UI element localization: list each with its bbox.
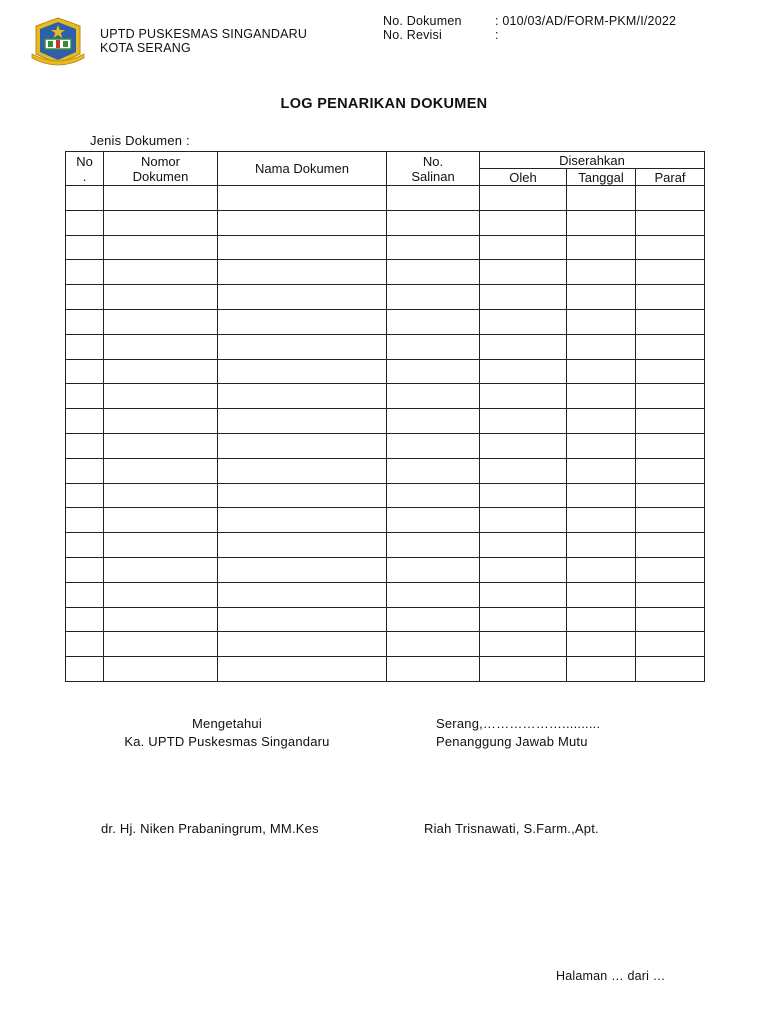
org-line-1: UPTD PUSKESMAS SINGANDARU [100,27,308,41]
revision-value: : [495,28,499,42]
table-row [66,384,705,409]
org-line-2: KOTA SERANG [100,41,191,55]
cell-nomor-dokumen[interactable] [104,334,218,359]
cell-nama-dokumen[interactable] [218,409,387,434]
cell-oleh[interactable] [480,359,567,384]
cell-no[interactable] [66,334,104,359]
document-log-table [65,151,705,682]
cell-paraf[interactable] [636,384,705,409]
cell-oleh[interactable] [480,607,567,632]
cell-no-salinan[interactable] [387,582,480,607]
cell-paraf[interactable] [636,557,705,582]
table-row [66,533,705,558]
cell-no-salinan[interactable] [387,309,480,334]
cell-oleh[interactable] [480,483,567,508]
cell-tanggal[interactable] [567,582,636,607]
col-nama-dokumen-header: Nama Dokumen [218,152,387,186]
cell-no-salinan[interactable] [387,483,480,508]
table-row [66,210,705,235]
cell-paraf[interactable] [636,235,705,260]
quality-officer-label: Penanggung Jawab Mutu [436,734,588,749]
cell-nama-dokumen[interactable] [218,533,387,558]
cell-no[interactable] [66,508,104,533]
cell-no[interactable] [66,260,104,285]
cell-paraf[interactable] [636,533,705,558]
cell-nomor-dokumen[interactable] [104,309,218,334]
cell-no-salinan[interactable] [387,384,480,409]
cell-nama-dokumen[interactable] [218,210,387,235]
table-row [66,409,705,434]
puskesmas-logo [30,16,86,66]
cell-nama-dokumen[interactable] [218,285,387,310]
cell-no-salinan[interactable] [387,632,480,657]
table-row [66,309,705,334]
cell-paraf[interactable] [636,260,705,285]
cell-nomor-dokumen[interactable] [104,433,218,458]
cell-nama-dokumen[interactable] [218,384,387,409]
cell-tanggal[interactable] [567,210,636,235]
cell-oleh[interactable] [480,309,567,334]
table-row [66,334,705,359]
cell-no[interactable] [66,458,104,483]
cell-tanggal[interactable] [567,285,636,310]
cell-paraf[interactable] [636,359,705,384]
cell-no[interactable] [66,483,104,508]
cell-nomor-dokumen[interactable] [104,582,218,607]
cell-paraf[interactable] [636,657,705,682]
table-row [66,359,705,384]
cell-no[interactable] [66,384,104,409]
table-row [66,186,705,211]
cell-no[interactable] [66,186,104,211]
cell-oleh[interactable] [480,632,567,657]
cell-nama-dokumen[interactable] [218,657,387,682]
cell-nomor-dokumen[interactable] [104,533,218,558]
cell-nomor-dokumen[interactable] [104,508,218,533]
col-paraf-header: Paraf [636,169,705,186]
cell-paraf[interactable] [636,458,705,483]
page-number: Halaman … dari … [556,969,666,983]
cell-nomor-dokumen[interactable] [104,235,218,260]
cell-nomor-dokumen[interactable] [104,359,218,384]
cell-nama-dokumen[interactable] [218,508,387,533]
cell-no-salinan[interactable] [387,657,480,682]
cell-no-salinan[interactable] [387,433,480,458]
cell-nama-dokumen[interactable] [218,458,387,483]
cell-no[interactable] [66,409,104,434]
cell-oleh[interactable] [480,235,567,260]
table-row [66,235,705,260]
cell-tanggal[interactable] [567,508,636,533]
cell-nama-dokumen[interactable] [218,557,387,582]
cell-no[interactable] [66,582,104,607]
table-row [66,433,705,458]
cell-nama-dokumen[interactable] [218,582,387,607]
cell-tanggal[interactable] [567,657,636,682]
cell-nama-dokumen[interactable] [218,632,387,657]
place-date-label: Serang,……………….......... [436,716,601,731]
signatory-name-right: Riah Trisnawati, S.Farm.,Apt. [424,821,599,836]
cell-no[interactable] [66,359,104,384]
cell-no[interactable] [66,235,104,260]
cell-no[interactable] [66,309,104,334]
cell-paraf[interactable] [636,186,705,211]
cell-oleh[interactable] [480,582,567,607]
table-row [66,458,705,483]
cell-no[interactable] [66,285,104,310]
cell-no-salinan[interactable] [387,607,480,632]
cell-no[interactable] [66,433,104,458]
cell-nomor-dokumen[interactable] [104,384,218,409]
log-table-body [66,186,705,682]
cell-tanggal[interactable] [567,359,636,384]
col-no-header: No . [66,152,104,186]
cell-nomor-dokumen[interactable] [104,607,218,632]
cell-no-salinan[interactable] [387,186,480,211]
cell-nama-dokumen[interactable] [218,359,387,384]
cell-nama-dokumen[interactable] [218,260,387,285]
cell-nomor-dokumen[interactable] [104,483,218,508]
document-meta [383,14,676,42]
cell-paraf[interactable] [636,285,705,310]
table-row [66,260,705,285]
col-no-salinan-header: No. Salinan [387,152,480,186]
cell-no-salinan[interactable] [387,533,480,558]
cell-no[interactable] [66,557,104,582]
cell-paraf[interactable] [636,508,705,533]
approval-block-right [436,715,600,751]
cell-no[interactable] [66,210,104,235]
cell-nomor-dokumen[interactable] [104,458,218,483]
cell-nama-dokumen[interactable] [218,433,387,458]
cell-tanggal[interactable] [567,334,636,359]
cell-oleh[interactable] [480,210,567,235]
cell-nama-dokumen[interactable] [218,334,387,359]
cell-no-salinan[interactable] [387,508,480,533]
table-row [66,483,705,508]
cell-no-salinan[interactable] [387,359,480,384]
revision-label: No. Revisi [383,28,442,42]
cell-no-salinan[interactable] [387,557,480,582]
cell-nama-dokumen[interactable] [218,309,387,334]
table-row [66,285,705,310]
cell-oleh[interactable] [480,285,567,310]
table-row [66,557,705,582]
cell-no-salinan[interactable] [387,409,480,434]
cell-tanggal[interactable] [567,235,636,260]
cell-tanggal[interactable] [567,186,636,211]
cell-oleh[interactable] [480,334,567,359]
cell-paraf[interactable] [636,582,705,607]
cell-oleh[interactable] [480,458,567,483]
cell-oleh[interactable] [480,533,567,558]
cell-nomor-dokumen[interactable] [104,632,218,657]
cell-no-salinan[interactable] [387,285,480,310]
cell-oleh[interactable] [480,384,567,409]
cell-paraf[interactable] [636,334,705,359]
cell-nama-dokumen[interactable] [218,483,387,508]
head-position-label: Ka. UPTD Puskesmas Singandaru [124,734,330,749]
cell-paraf[interactable] [636,433,705,458]
col-tanggal-header: Tanggal [567,169,636,186]
cell-paraf[interactable] [636,409,705,434]
cell-oleh[interactable] [480,657,567,682]
cell-tanggal[interactable] [567,409,636,434]
cell-no[interactable] [66,607,104,632]
cell-paraf[interactable] [636,210,705,235]
cell-no-salinan[interactable] [387,235,480,260]
cell-nomor-dokumen[interactable] [104,657,218,682]
cell-no-salinan[interactable] [387,458,480,483]
cell-paraf[interactable] [636,483,705,508]
table-row [66,632,705,657]
cell-oleh[interactable] [480,260,567,285]
cell-nomor-dokumen[interactable] [104,186,218,211]
cell-tanggal[interactable] [567,458,636,483]
approval-block-left [108,715,346,751]
cell-tanggal[interactable] [567,309,636,334]
cell-paraf[interactable] [636,607,705,632]
cell-tanggal[interactable] [567,557,636,582]
jenis-dokumen-label: Jenis Dokumen : [90,133,190,148]
cell-oleh[interactable] [480,409,567,434]
cell-no-salinan[interactable] [387,210,480,235]
cell-tanggal[interactable] [567,533,636,558]
col-nomor-dokumen-header: Nomor Dokumen [104,152,218,186]
cell-tanggal[interactable] [567,483,636,508]
page-title: LOG PENARIKAN DOKUMEN [280,96,488,112]
cell-no[interactable] [66,657,104,682]
table-row [66,508,705,533]
mengetahui-label: Mengetahui [192,716,262,731]
cell-tanggal[interactable] [567,260,636,285]
cell-paraf[interactable] [636,632,705,657]
cell-nama-dokumen[interactable] [218,186,387,211]
cell-nama-dokumen[interactable] [218,235,387,260]
doc-no-value: : 010/03/AD/FORM-PKM/I/2022 [495,14,677,28]
table-row [66,657,705,682]
doc-no-label: No. Dokumen [383,14,462,28]
cell-tanggal[interactable] [567,384,636,409]
cell-nomor-dokumen[interactable] [104,409,218,434]
signatory-name-left: dr. Hj. Niken Prabaningrum, MM.Kes [101,821,319,836]
cell-oleh[interactable] [480,433,567,458]
cell-paraf[interactable] [636,309,705,334]
cell-no-salinan[interactable] [387,334,480,359]
cell-oleh[interactable] [480,557,567,582]
col-diserahkan-header: Diserahkan [480,152,705,169]
col-oleh-header: Oleh [480,169,567,186]
cell-nama-dokumen[interactable] [218,607,387,632]
table-row [66,582,705,607]
cell-oleh[interactable] [480,508,567,533]
cell-tanggal[interactable] [567,607,636,632]
cell-no-salinan[interactable] [387,260,480,285]
cell-nomor-dokumen[interactable] [104,285,218,310]
cell-tanggal[interactable] [567,433,636,458]
cell-nomor-dokumen[interactable] [104,210,218,235]
cell-no[interactable] [66,632,104,657]
cell-no[interactable] [66,533,104,558]
organization-name [100,27,307,55]
cell-tanggal[interactable] [567,632,636,657]
cell-nomor-dokumen[interactable] [104,557,218,582]
table-row [66,607,705,632]
cell-oleh[interactable] [480,186,567,211]
cell-nomor-dokumen[interactable] [104,260,218,285]
